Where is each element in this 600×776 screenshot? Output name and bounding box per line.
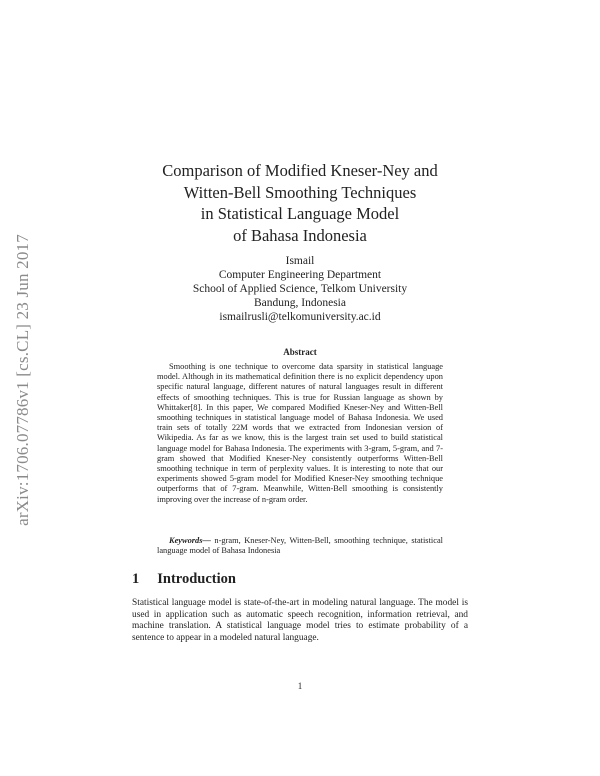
- abstract-heading: Abstract: [283, 347, 317, 357]
- title-line: Comparison of Modified Kneser-Ney and: [162, 161, 438, 180]
- section-number: 1: [132, 571, 140, 587]
- title-line: in Statistical Language Model: [200, 204, 400, 223]
- author-department: Computer Engineering Department: [218, 269, 382, 281]
- title-line: Witten-Bell Smoothing Techniques: [183, 182, 417, 202]
- keywords-text: n-gram, Kneser-Ney, Witten-Bell, smoothing technique, statistical language model of Bahasa Indonesia: [157, 536, 443, 556]
- title-line: of Bahasa Indonesia: [233, 225, 367, 245]
- author-name: Ismail: [285, 255, 315, 267]
- author-location: Bandung, Indonesia: [254, 297, 346, 309]
- abstract-text: Smoothing is one technique to overcome data sparsity in statistical language model. Although in its mathematical definition there is no explicit dependency upon specific natural language, different natures of natural languages result in different effects of smoothing techniques. This is true for Russian language as shown by Whittaker[8]. In this paper, We compared Modified Kneser-Ney and Witten-Bell smoothing techniques in statistical language model of Bahasa Indonesia. We used train sets of totally 22M words that we extracted from Indonesian version of Wikipedia. As far as we know, this is the largest train set used to build statistical language model for Bahasa Indonesia. The experiments with 3-gram, 5-gram, and 7-gram showed that Modified Kneser-Ney consistently outperforms Witten-Bell smoothing technique in term of perplexity values. It is interesting to note that our experiments showed 5-gram model for Modified Kneser-Ney smoothing technique outperforms that of 7-gram. Meanwhile, Witten-Bell smoothing is consistently improving over the increase of n-gram order.: [157, 362, 443, 504]
- introduction-text: Statistical language model is state-of-the-art in modeling natural language. The model is used in application such as automatic speech recognition, information retrieval, and machine translation. A statistical language model tries to estimate probability of a sentence to appear in a modeled natural language.: [132, 598, 468, 643]
- author-email: ismailrusli@telkomuniversity.ac.id: [219, 311, 381, 323]
- author-block: [120, 254, 480, 324]
- section-title: Introduction: [157, 571, 236, 587]
- keywords-paragraph: [157, 536, 443, 556]
- author-school: School of Applied Science, Telkom University: [192, 283, 408, 295]
- section-heading: [132, 571, 236, 588]
- page-number: 1: [297, 681, 303, 691]
- paper-title: [120, 160, 480, 246]
- keywords-label: Keywords—: [169, 536, 211, 545]
- arxiv-identifier-text: arXiv:1706.07786v1 [cs.CL] 23 Jun 2017: [13, 234, 33, 526]
- arxiv-identifier-stamp: [8, 210, 38, 550]
